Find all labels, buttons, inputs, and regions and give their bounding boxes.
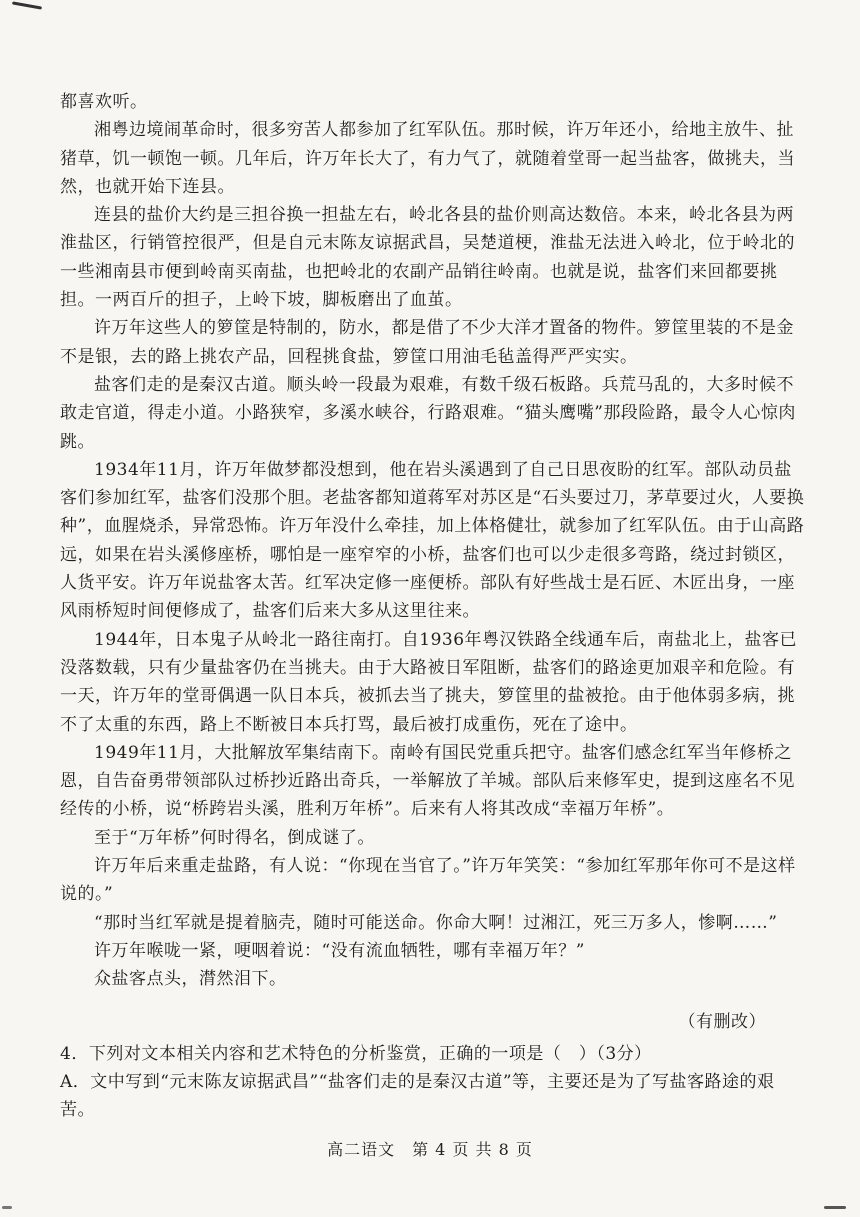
paragraph-9: 许万年后来重走盐路，有人说：“你现在当官了。”许万年笑笑：“参加红军那年你可不是这样说的。” (60, 856, 796, 905)
paragraph-3: 许万年这些人的箩筐是特制的，防水，都是借了不少大洋才置备的物件。箩筐里装的不是金不是银，去的路上挑农产品，回程挑食盐，箩筐口用油毛毡盖得严严实实。 (60, 318, 794, 367)
paragraph-5: 1934年11月，许万年做梦都没想到，他在岩头溪遇到了自己日思夜盼的红军。部队动员盐客们参加红军，盐客们没那个胆。老盐客都知道蒋军对苏区是“石头要过刀，茅草要过火，人要换种”，血腥烧杀，异常恐怖。许万年没什么牵挂，加上体格健壮，就参加了红军队伍。由于山高路远，如果在岩头溪修座桥，哪怕是一座窄窄的小桥，盐客们也可以少走很多弯路，绕过封锁区，人货平安。许万年说盐客太苦。红军决定修一座便桥。部队有好些战士是石匠、木匠出身，一座风雨桥短时间便修成了，盐客们后来大多从这里往来。 (60, 459, 805, 622)
paragraph-6: 1944年，日本鬼子从岭北一路往南打。自1936年粤汉铁路全线通车后，南盐北上，盐客已没落数载，只有少量盐客仍在当挑夫。由于大路被日军阻断，盐客们的路途更加艰辛和危险。有一天，许万年的堂哥偶遇一队日本兵，被抓去当了挑夫，箩筐里的盐被抢。由于他体弱多病，挑不了太重的东西，路上不断被日本兵打骂，最后被打成重伤，死在了途中。 (60, 629, 798, 735)
scan-mark-top-left (12, 1, 42, 9)
question-4-option-a: A．文中写到“元末陈友谅据武昌”“盐客们走的是秦汉古道”等，主要还是为了写盐客路途的艰苦。 (60, 1072, 775, 1121)
scan-mark-bottom-left (2, 1206, 12, 1209)
source-credit: （有删改） (678, 1011, 766, 1032)
paragraph-11: 许万年喉咙一紧，哽咽着说：“没有流血牺牲，哪有幸福万年？” (94, 940, 585, 961)
question-4: 4．下列对文本相关内容和艺术特色的分析鉴赏，正确的一项是（ ）（3分） (60, 1043, 652, 1064)
paragraph-2: 连县的盐价大约是三担谷换一担盐左右，岭北各县的盐价则高达数倍。本来，岭北各县为两淮盐区，行销管控很严，但是自元末陈友谅据武昌，吴楚道梗，淮盐无法进入岭北，位于岭北的一些湘南县市便到岭南买南盐，也把岭北的农副产品销往岭南。也就是说，盐客们来回都要挑担。一两百斤的担子，上岭下坡，脚板磨出了血茧。 (60, 205, 795, 311)
paragraph-1: 湘粤边境闹革命时，很多穷苦人都参加了红军队伍。那时候，许万年还小，给地主放牛、扯猪草，饥一顿饱一顿。几年后，许万年长大了，有力气了，就随着堂哥一起当盐客，做挑夫，当然，也就开始下连县。 (60, 120, 795, 197)
passage-body (60, 88, 808, 1125)
paragraph-12: 众盐客点头，潸然泪下。 (94, 969, 287, 990)
paragraph-8: 至于“万年桥”何时得名，倒成谜了。 (94, 827, 375, 848)
paragraph-4: 盐客们走的是秦汉古道。顺头岭一段最为艰难，有数千级石板路。兵荒马乱的，大多时候不敢走官道，得走小道。小路狭窄，多溪水峡谷，行路艰难。“猫头鹰嘴”那段险路，最令人心惊肉跳。 (60, 374, 796, 452)
paragraph-10: “那时当红军就是提着脑壳，随时可能送命。你命大啊！过湘江，死三万多人，惨啊……” (94, 912, 778, 933)
paragraph-7: 1949年11月，大批解放军集结南下。南岭有国民党重兵把守。盐客们感念红军当年修桥之恩，自告奋勇带领部队过桥抄近路出奇兵，一举解放了羊城。部队后来修军史，提到这座名不见经传的小桥，说“桥跨岩头溪，胜利万年桥”。后来有人将其改成“幸福万年桥”。 (60, 742, 795, 820)
paragraph-0: 都喜欢听。 (60, 92, 148, 112)
page-footer: 高二语文 第 4 页 共 8 页 (327, 1140, 533, 1159)
scan-mark-bottom-right (824, 1206, 846, 1209)
